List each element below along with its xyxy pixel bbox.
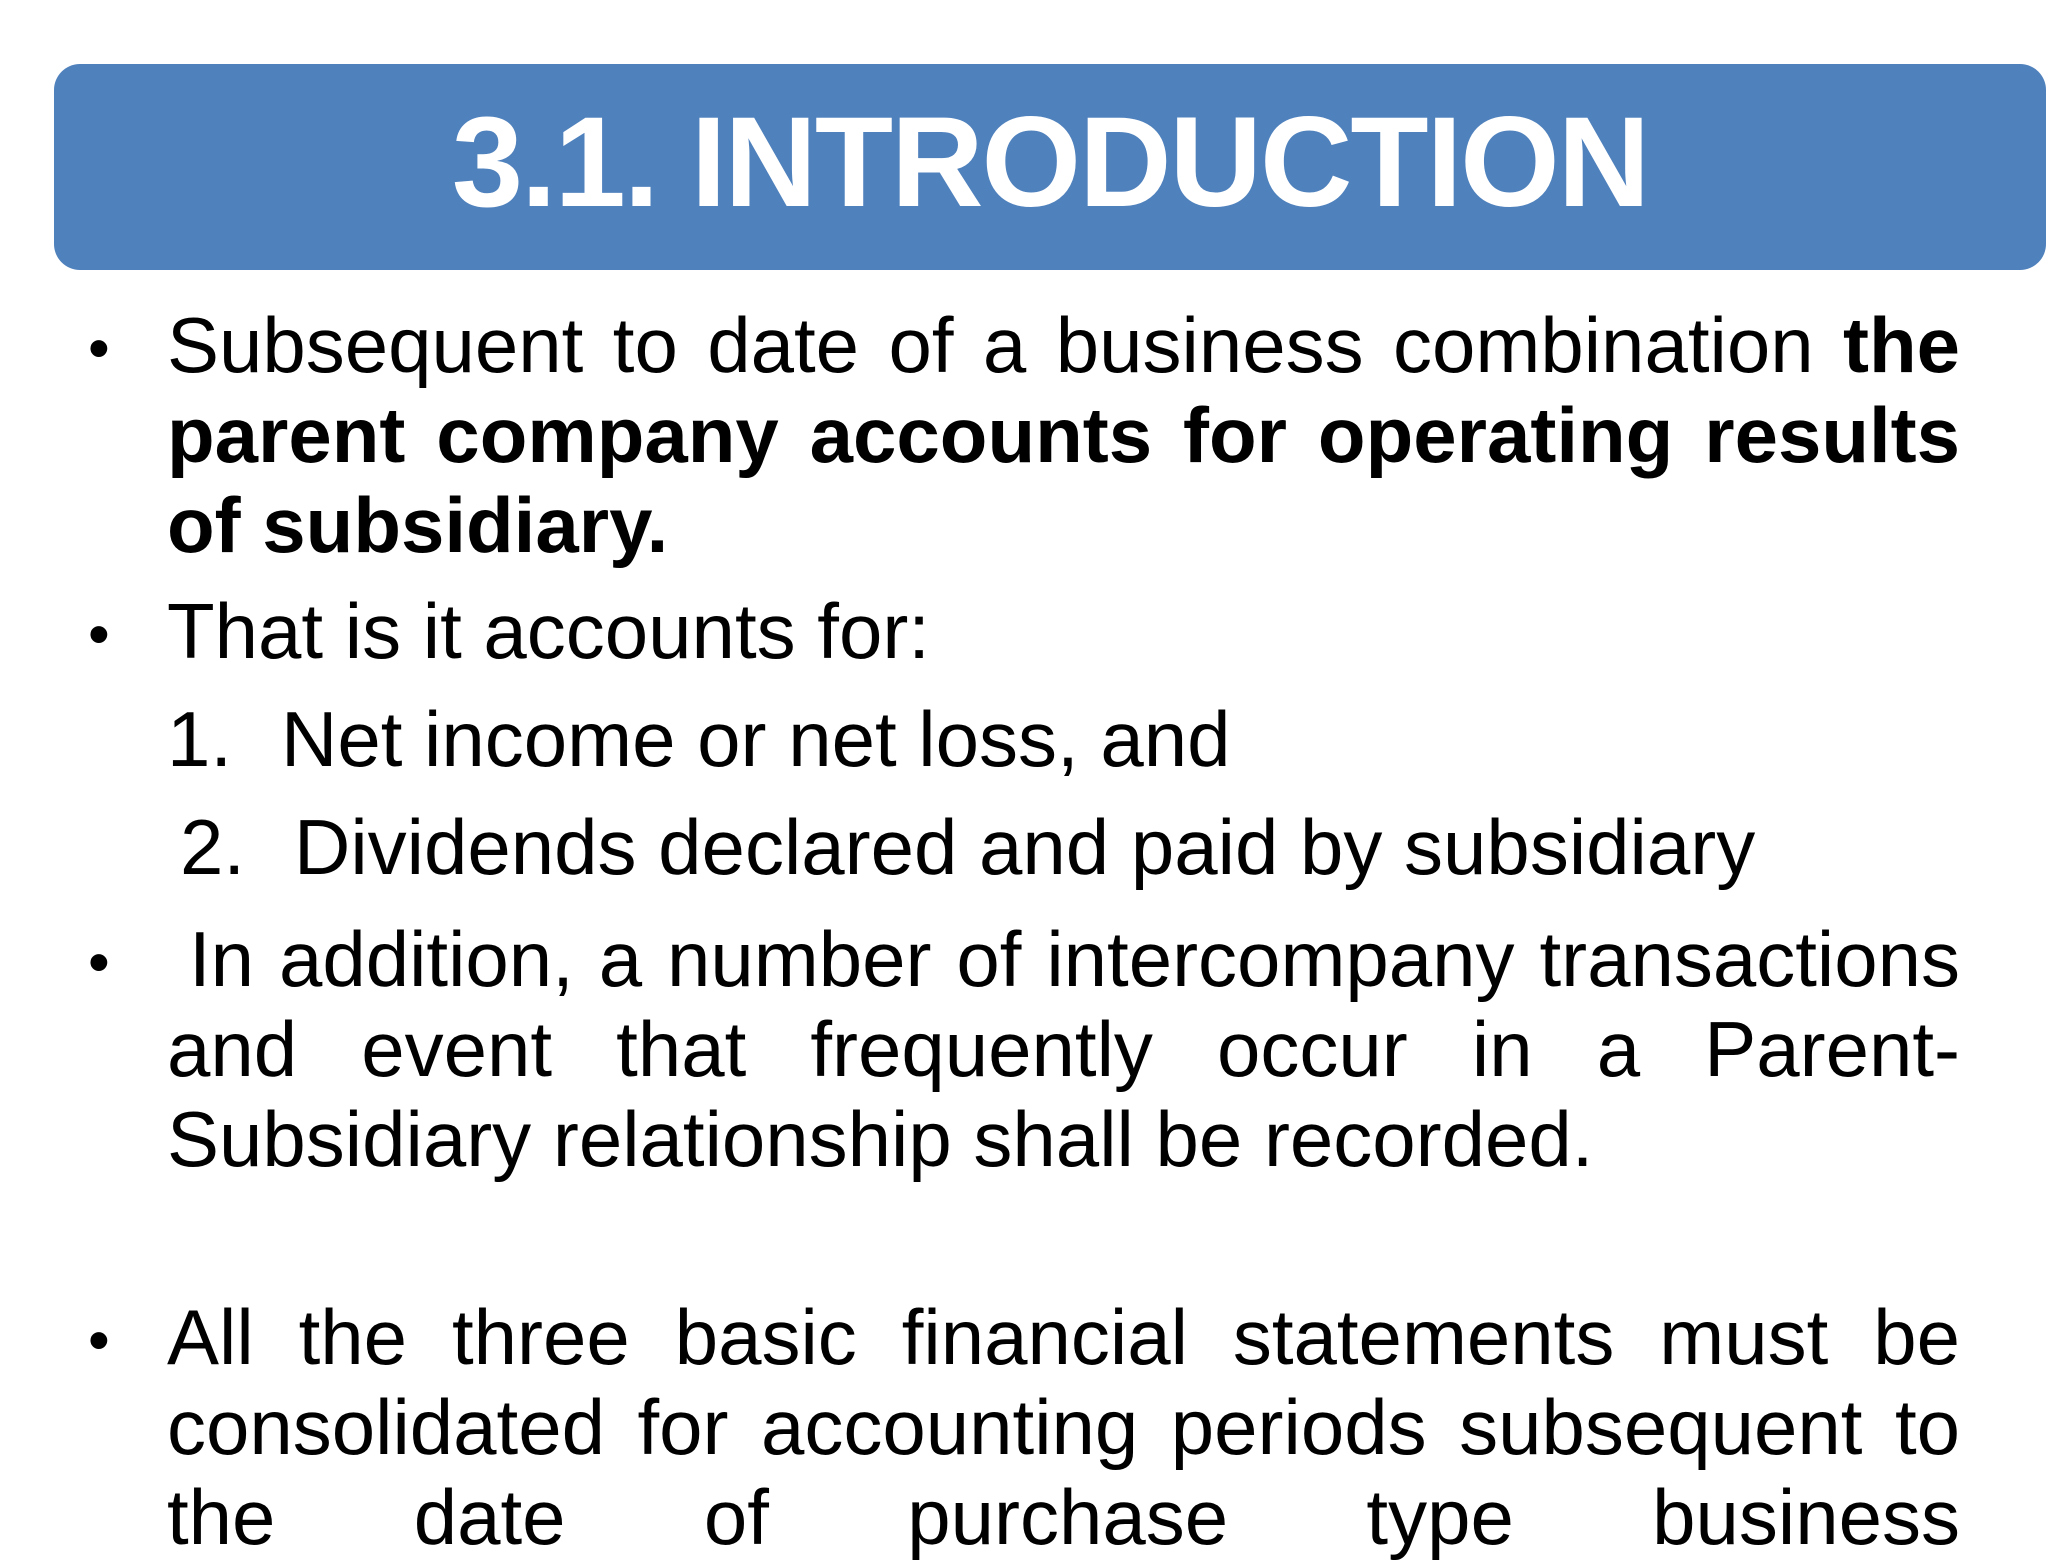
list-number: 1.: [167, 695, 233, 783]
list-item-1: [167, 694, 1230, 784]
paragraph-4: All the three basic financial statements must be consolidated for accounting periods subsequent to the date of purchase type business: [167, 1293, 1960, 1561]
list-item-2: [180, 802, 1755, 892]
title-banner: [54, 64, 2046, 270]
bullet-icon: •: [88, 1306, 110, 1375]
list-number: 2.: [180, 803, 246, 891]
list-item-text: Dividends declared and paid by subsidiary: [294, 803, 1756, 891]
bullet-icon: •: [88, 928, 110, 997]
slide-title: 3.1. INTRODUCTION: [451, 91, 1649, 234]
paragraph-3: In addition, a number of intercompany transactions and event that frequently occur in a Parent- Subsidiary relationship shall be recorded.: [167, 915, 1960, 1183]
paragraph-1-bold: the parent company accounts for operating results of subsidiary.: [167, 301, 1960, 569]
paragraph-2: That is it accounts for:: [167, 587, 930, 675]
list-item-text: Net income or net loss, and: [281, 695, 1231, 783]
paragraph-1-lead: Subsequent to date of a business combination: [167, 301, 1843, 389]
paragraph-1: [167, 300, 1960, 570]
bullet-icon: •: [88, 314, 110, 383]
bullet-icon: •: [88, 600, 110, 669]
